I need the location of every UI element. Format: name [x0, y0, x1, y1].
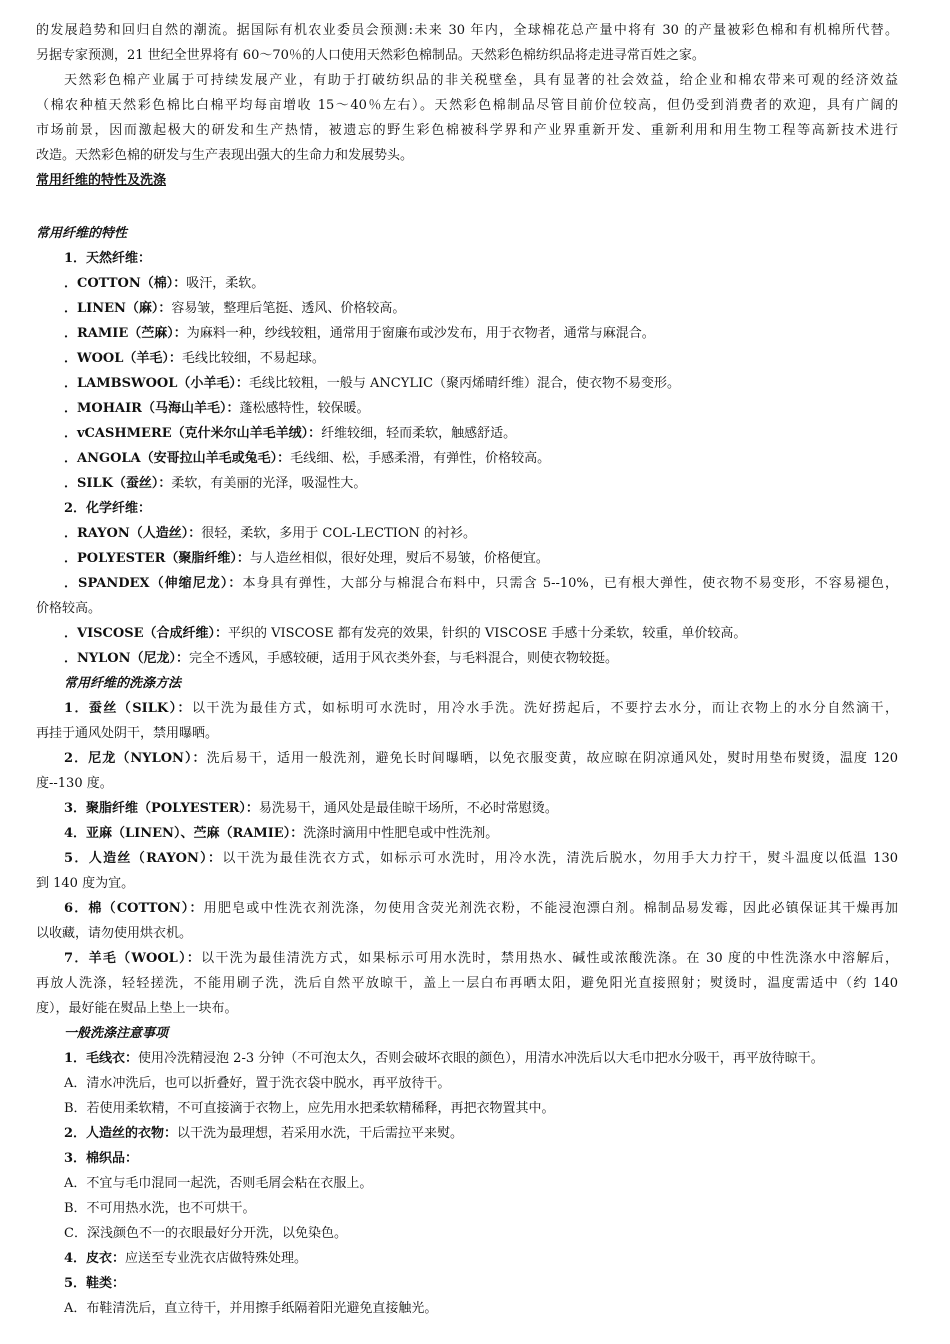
natural-fiber-desc: 蓬松感特性，较保暖。 [239, 401, 370, 416]
washing-method-term: 1．蚕丝（SILK）： [64, 701, 192, 716]
natural-fiber-item [36, 471, 898, 496]
washing-method-term: 3．聚脂纤维（POLYESTER）： [64, 801, 259, 816]
natural-fiber-item [36, 371, 898, 396]
natural-fiber-term: ．LAMBSWOOL（小羊毛）： [64, 376, 249, 391]
chemical-fiber-term: ．VISCOSE（合成纤维）： [64, 626, 229, 641]
chemical-fiber-item [36, 521, 898, 546]
chemical-fiber-item [36, 546, 898, 571]
natural-fiber-term: ．MOHAIR（马海山羊毛）： [64, 401, 240, 416]
washing-method-item [36, 846, 898, 871]
wool-desc-1: 以干洗为最佳清洗方式，如果标示可用水洗时，禁用热水、碱性或浓酸洗涤。在 30 度的中性洗涤水中溶解后， [201, 951, 899, 966]
chemical-fiber-desc: 平织的 VISCOSE 都有发亮的效果，针织的 VISCOSE 手感十分柔软，较重，单价较高。 [228, 626, 747, 641]
natural-fiber-term: ．WOOL（羊毛）： [64, 351, 182, 366]
chemical-fiber-desc: 完全不透风，手感较硬，适用于风衣类外套，与毛料混合，则使衣物较挺。 [189, 651, 619, 666]
natural-fiber-term: ．LINEN（麻）： [64, 301, 172, 316]
section-title: 常用纤维的特性及洗涤 [36, 173, 167, 188]
natural-fiber-term: ．ANGOLA（安哥拉山羊毛或兔毛）： [64, 451, 291, 466]
intro-p1-line-2: 另据专家预测，21 世纪全世界将有 60～70％的人口使用天然彩色棉制品。天然彩色棉纺织品将走进寻常百姓之家。 [36, 48, 705, 63]
washing-method-desc: 以干洗为最佳方式，如标明可水洗时，用冷水手洗。洗好捞起后，不要拧去水分，而让衣物上的水分自然滴干， [191, 701, 898, 716]
cotton-term: 3．棉织品： [64, 1151, 139, 1166]
chemical-fiber-term: ．RAYON（人造丝）： [64, 526, 202, 541]
shoes-term: 5．鞋类： [64, 1276, 126, 1291]
wool-line-3: 度），最好能在熨品上垫上一块布。 [36, 1001, 238, 1016]
washing-method-desc: 以干洗为最佳洗衣方式，如标示可水洗时，用冷水洗，清洗后脱水，勿用手大力拧干，熨斗温度以低温 130 [222, 851, 899, 866]
natural-fibers-heading: 1．天然纤维： [64, 251, 152, 266]
chemical-fiber-desc: 与人造丝相似，很好处理，熨后不易皱，价格便宜。 [249, 551, 549, 566]
chemical-fiber-item [36, 621, 898, 646]
chemical-fiber-continuation: 价格较高。 [36, 601, 102, 616]
natural-fiber-item [36, 346, 898, 371]
section-gap [36, 193, 898, 221]
natural-fiber-desc: 毛线比较粗，一般与 ANCYLIC（聚丙烯晴纤维）混合，使衣物不易变形。 [248, 376, 681, 391]
natural-fiber-item [36, 296, 898, 321]
washing-method-desc: 易洗易干，通风处是最佳晾干场所，不必时常慰烫。 [258, 801, 558, 816]
intro-p2-line-4: 改造。天然彩色棉的研发与生产表现出强大的生命力和发展势头。 [36, 148, 414, 163]
natural-fiber-desc: 毛线比较细，不易起球。 [181, 351, 325, 366]
knit-item [36, 1046, 898, 1071]
chemical-fibers-list [36, 521, 898, 671]
chemical-fiber-item [36, 646, 898, 671]
leather-desc: 应送至专业洗衣店做特殊处理。 [125, 1251, 308, 1266]
natural-fiber-item [36, 271, 898, 296]
rayon-term: 2．人造丝的衣物： [64, 1126, 178, 1141]
chemical-fiber-term: ．NYLON（尼龙）： [64, 651, 190, 666]
washing-method-item [36, 896, 898, 921]
general-heading: 一般洗涤注意事项 [64, 1026, 169, 1041]
washing-method-desc: 用肥皂或中性洗衣剂洗涤，勿使用含荧光剂洗衣粉，不能浸泡漂白剂。棉制品易发霉，因此必镇保证其干燥再加 [203, 901, 898, 916]
natural-fiber-term: ．COTTON（棉）： [64, 276, 187, 291]
washing-method-item [36, 821, 898, 846]
wool-line-1 [36, 946, 898, 971]
chemical-fiber-item [36, 571, 898, 596]
leather-term: 4．皮衣： [64, 1251, 126, 1266]
washing-method-item [36, 696, 898, 721]
natural-fiber-item [36, 446, 898, 471]
intro-p2-line-3: 市场前景，因而激起极大的研发和生产热情，被遗忘的野生彩色棉被科学界和产业界重新开发、重新利用和用生物工程等高新技术进行 [36, 123, 898, 138]
natural-fiber-item [36, 396, 898, 421]
washing-method-item [36, 796, 898, 821]
washing-method-item [36, 746, 898, 771]
chemical-fiber-desc: 很轻，柔软，多用于 COL-LECTION 的衬衫。 [201, 526, 477, 541]
washing-method-continuation: 再挂于通风处阴干，禁用曝晒。 [36, 726, 219, 741]
natural-fiber-desc: 纤维较细，轻而柔软，触感舒适。 [321, 426, 517, 441]
leather-item [36, 1246, 898, 1271]
characteristics-heading: 常用纤维的特性 [36, 226, 128, 241]
washing-methods-list [36, 696, 898, 946]
washing-method-term: 2．尼龙（NYLON）： [64, 751, 207, 766]
chemical-fiber-term: ．POLYESTER（聚脂纤维）： [64, 551, 250, 566]
intro-p2-line-1: 天然彩色棉产业属于可持续发展产业，有助于打破纺织品的非关税壁垒，具有显著的社会效益，给企业和棉农带来可观的经济效益 [64, 73, 898, 88]
intro-p1-line-1: 的发展趋势和回归自然的潮流。据国际有机农业委员会预测:未来 30 年内，全球棉花总产量中将有 30 的产量被彩色棉和有机棉所代替。 [36, 23, 898, 38]
washing-method-desc: 洗涤时滴用中性肥皂或中性洗剂。 [303, 826, 499, 841]
washing-method-term: 5．人造丝（RAYON）： [64, 851, 223, 866]
washing-method-continuation: 以收藏，请勿使用烘衣机。 [36, 926, 193, 941]
washing-method-term: 6．棉（COTTON）： [64, 901, 204, 916]
rayon-desc: 以干洗为最理想，若采用水洗，干后需拉平来熨。 [177, 1126, 464, 1141]
natural-fiber-term: ．RAMIE（苎麻）： [64, 326, 187, 341]
knit-note-b: B．若使用柔软精，不可直接滴于衣物上，应先用水把柔软精稀释，再把衣物置其中。 [64, 1101, 555, 1116]
knit-desc: 使用冷洗精浸泡 2-3 分钟（不可泡太久，否则会破坏衣眼的颜色），用清水冲洗后以大毛巾把水分吸干，再平放待晾干。 [138, 1051, 824, 1066]
natural-fiber-item [36, 321, 898, 346]
document-page [36, 18, 898, 1321]
chemical-fibers-heading: 2．化学纤维： [64, 501, 152, 516]
wool-term: 7．羊毛（WOOL）： [64, 951, 202, 966]
washing-method-term: 4．亚麻（LINEN）、苎麻（RAMIE）： [64, 826, 304, 841]
knit-term: 1．毛线衣： [64, 1051, 139, 1066]
natural-fibers-list [36, 271, 898, 496]
cotton-note-c: C．深浅颜色不一的衣眼最好分开洗，以免染色。 [64, 1226, 347, 1241]
rayon-item [36, 1121, 898, 1146]
natural-fiber-desc: 为麻料一种，纱线较粗，通常用于窗廉布或沙发布，用于衣物者，通常与麻混合。 [186, 326, 655, 341]
washing-method-continuation: 到 140 度为宜。 [36, 876, 135, 891]
knit-note-a: A．清水冲洗后，也可以折叠好，置于洗衣袋中脱水，再平放待干。 [64, 1076, 451, 1091]
natural-fiber-desc: 容易皱，整理后笔挺、透风、价格较高。 [171, 301, 406, 316]
washing-method-continuation: 度--130 度。 [36, 776, 113, 791]
natural-fiber-term: ．vCASHMERE（克什米尔山羊毛羊绒）： [64, 426, 322, 441]
chemical-fiber-term: ．SPANDEX（伸缩尼龙）： [64, 576, 243, 591]
wool-line-2: 再放人洗涤，轻轻搓洗，不能用刷子洗，洗后自然平放晾干，盖上一层白布再晒太阳，避免阳光直接照射；熨烫时，温度需适中（约 140 [36, 976, 898, 991]
cotton-note-b: B．不可用热水洗，也不可烘干。 [64, 1201, 256, 1216]
shoes-note-a: A．布鞋清洗后，直立待干，并用擦手纸隔着阳光避免直接触光。 [64, 1301, 438, 1316]
washing-method-desc: 洗后易干，适用一般洗剂，避免长时间曝晒，以免衣服变黄，故应晾在阴凉通风处，熨时用垫布熨烫，温度 120 [206, 751, 899, 766]
natural-fiber-term: ．SILK（蚕丝）： [64, 476, 172, 491]
chemical-fiber-desc: 本身具有弹性，大部分与棉混合布料中，只需含 5--10%，已有根大弹性，使衣物不易变形，不容易褪色， [242, 576, 898, 591]
intro-p2-line-2: （棉农种植天然彩色棉比白棉平均每亩增收 15～40％左右）。天然彩色棉制品尽管目前价位较高，但仍受到消费者的欢迎，具有广阔的 [36, 98, 898, 113]
natural-fiber-desc: 柔软，有美丽的光泽，吸湿性大。 [171, 476, 367, 491]
cotton-note-a: A．不宜与毛巾混同一起洗，否则毛屑会粘在衣服上。 [64, 1176, 373, 1191]
natural-fiber-desc: 毛线细、松，手感柔滑，有弹性，价格较高。 [290, 451, 551, 466]
natural-fiber-item [36, 421, 898, 446]
natural-fiber-desc: 吸汗，柔软。 [186, 276, 265, 291]
washing-heading: 常用纤维的洗涤方法 [64, 676, 182, 691]
